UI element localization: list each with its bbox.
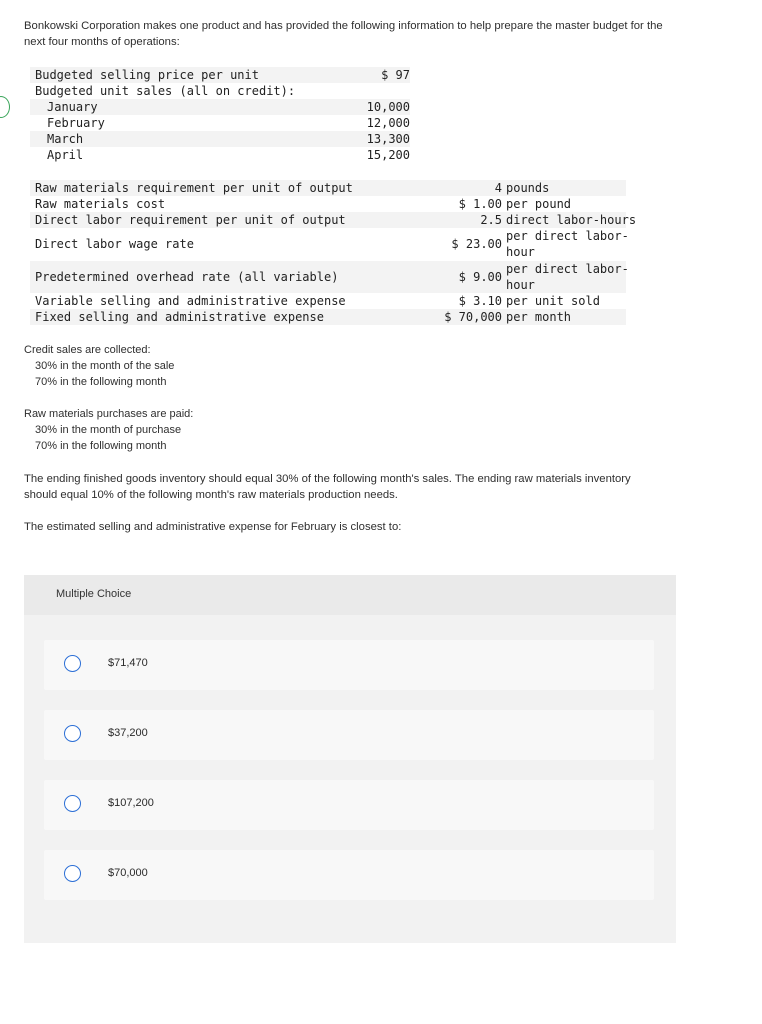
cost-unit-line: per direct labor- xyxy=(506,229,629,243)
month-label: January xyxy=(47,100,98,114)
credit-schedule xyxy=(24,342,174,390)
price-label: Budgeted selling price per unit xyxy=(35,68,259,82)
purchases-title: Raw materials purchases are paid: xyxy=(24,408,194,420)
cost-value: $ 1.00 xyxy=(458,197,502,211)
price-value: $ 97 xyxy=(381,68,410,82)
cost-unit: per month xyxy=(506,310,572,324)
cost-unit: per unit sold xyxy=(506,294,600,308)
purchases-schedule xyxy=(24,406,193,454)
answer-option-label[interactable]: $37,200 xyxy=(108,727,148,739)
cost-unit xyxy=(506,228,629,260)
cost-label: Raw materials cost xyxy=(35,197,166,211)
cost-value: $ 23.00 xyxy=(451,237,502,251)
sales-label: Budgeted unit sales (all on credit): xyxy=(35,84,296,98)
sales-header-row xyxy=(30,83,410,99)
credit-line: 70% in the following month xyxy=(35,376,167,388)
cost-unit: pounds xyxy=(506,181,550,195)
month-row xyxy=(30,131,410,147)
month-row xyxy=(30,115,410,131)
cost-unit: per pound xyxy=(506,197,572,211)
cost-value: $ 70,000 xyxy=(444,310,502,324)
cost-value: 4 xyxy=(494,181,502,195)
cost-unit-line: hour xyxy=(506,245,535,259)
cost-unit-line: hour xyxy=(506,278,535,292)
radio-button-icon[interactable] xyxy=(64,725,81,742)
radio-button-icon[interactable] xyxy=(64,795,81,812)
cost-row xyxy=(30,180,626,196)
answer-option[interactable] xyxy=(44,850,654,900)
answer-option-label[interactable]: $107,200 xyxy=(108,797,154,809)
purchases-line: 30% in the month of purchase xyxy=(35,424,182,436)
cost-unit-line: per direct labor- xyxy=(506,262,629,276)
cost-value: 2.5 xyxy=(480,213,502,227)
purchases-line: 70% in the following month xyxy=(35,440,167,452)
price-row xyxy=(30,67,410,83)
cost-value: $ 9.00 xyxy=(458,270,502,284)
month-row xyxy=(30,147,410,163)
cost-label: Predetermined overhead rate (all variable) xyxy=(35,270,339,284)
cost-label: Variable selling and administrative expense xyxy=(35,294,346,308)
cost-label: Fixed selling and administrative expense xyxy=(35,310,324,324)
cost-value: $ 3.10 xyxy=(458,294,502,308)
cost-row xyxy=(30,309,626,325)
month-label: February xyxy=(47,116,105,130)
answer-option-label[interactable]: $71,470 xyxy=(108,657,148,669)
month-units: 10,000 xyxy=(366,100,410,114)
cost-row xyxy=(30,212,637,228)
credit-title: Credit sales are collected: xyxy=(24,344,151,356)
month-units: 12,000 xyxy=(366,116,410,130)
answer-option-label[interactable]: $70,000 xyxy=(108,867,148,879)
month-row xyxy=(30,99,410,115)
multiple-choice-header xyxy=(24,575,676,615)
month-label: April xyxy=(47,148,84,162)
answer-option[interactable] xyxy=(44,640,654,690)
cost-unit: direct labor-hours xyxy=(506,213,637,227)
multiple-choice-panel xyxy=(24,575,676,943)
cost-row xyxy=(30,196,626,212)
cost-label: Raw materials requirement per unit of output xyxy=(35,181,353,195)
cost-unit xyxy=(506,261,629,293)
radio-button-icon[interactable] xyxy=(64,655,81,672)
cost-row xyxy=(30,261,629,293)
cost-label: Direct labor wage rate xyxy=(35,237,194,251)
radio-button-icon[interactable] xyxy=(64,865,81,882)
question-text: The estimated selling and administrative expense for February is closest to: xyxy=(24,521,402,533)
side-indicator-icon xyxy=(0,96,10,118)
multiple-choice-title: Multiple Choice xyxy=(56,588,132,600)
month-units: 13,300 xyxy=(366,132,410,146)
month-label: March xyxy=(47,132,84,146)
credit-line: 30% in the month of the sale xyxy=(35,360,175,372)
cost-row xyxy=(30,293,626,309)
cost-label: Direct labor requirement per unit of output xyxy=(35,213,346,227)
intro-text: Bonkowski Corporation makes one product and has provided the following information to help prepare the master budget for the next four months of operations: xyxy=(24,20,663,48)
answer-option[interactable] xyxy=(44,780,654,830)
inventory-text: The ending finished goods inventory should equal 30% of the following month's sales. The ending raw materials inventory should equal 10% of the following month's raw materials production needs. xyxy=(24,473,631,501)
answer-option[interactable] xyxy=(44,710,654,760)
month-units: 15,200 xyxy=(366,148,410,162)
cost-row xyxy=(30,228,629,260)
